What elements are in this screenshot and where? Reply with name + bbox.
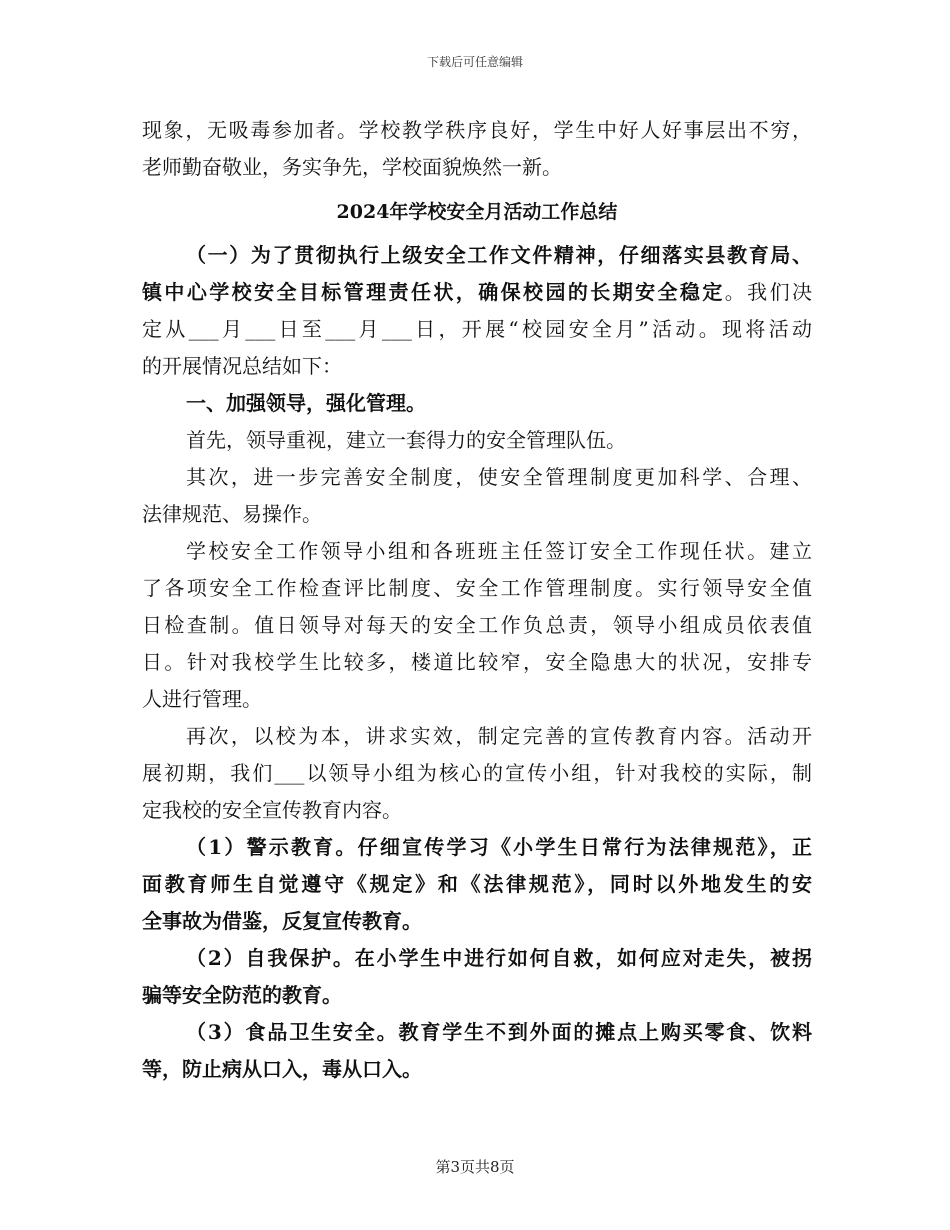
body-line: 人进行管理。 <box>142 687 262 711</box>
body-line-bold: （1）警示教育。仔细宣传学习《小学生日常行为法律规范》，正 <box>186 835 812 859</box>
body-line: 再次，以校为本，讲求实效，制定完善的宣传教育内容。活动开 <box>186 724 812 748</box>
body-line: 老师勤奋敬业，务实争先，学校面貌焕然一新。 <box>142 155 562 179</box>
body-line: 了各项安全工作检查评比制度、安全工作管理制度。实行领导安全值 <box>142 576 812 600</box>
bold-text: 镇中心学校安全目标管理责任状，确保校园的长期安全稳定 <box>142 280 725 304</box>
document-body <box>142 112 812 1088</box>
body-line: 学校安全工作领导小组和各班班主任签订安全工作现任状。建立 <box>186 539 812 563</box>
body-line: 其次，进一步完善安全制度，使安全管理制度更加科学、合理、 <box>186 465 812 489</box>
body-line: 定从___月___日至___月___日，开展“校园安全月”活动。现将活动 <box>142 317 812 341</box>
body-line-bold: （一）为了贯彻执行上级安全工作文件精神，仔细落实县教育局、 <box>186 243 812 267</box>
body-line: 日检查制。值日领导对每天的安全工作负总责，领导小组成员依表值 <box>142 613 812 637</box>
body-line-bold: （3）食品卫生安全。教育学生不到外面的摊点上购买零食、饮料 <box>186 1020 812 1044</box>
body-line-bold: 全事故为借鉴，反复宣传教育。 <box>142 909 422 933</box>
body-line: 首先，领导重视，建立一套得力的安全管理队伍。 <box>186 428 626 452</box>
section-heading: 一、加强领导，强化管理。 <box>186 391 426 415</box>
normal-text: 。我们决 <box>724 280 812 304</box>
body-line: 日。针对我校学生比较多，楼道比较窄，安全隐患大的状况，安排专 <box>142 650 812 674</box>
body-line-bold: 面教育师生自觉遵守《规定》和《法律规范》，同时以外地发生的安 <box>142 872 812 896</box>
body-line: 定我校的安全宣传教育内容。 <box>142 798 402 822</box>
body-line-bold: 骗等安全防范的教育。 <box>142 983 342 1007</box>
body-line-bold: （2）自我保护。在小学生中进行如何自救，如何应对走失，被拐 <box>186 946 812 970</box>
page-footer: 第3页共8页 <box>435 1158 515 1176</box>
page-header: 下载后可任意编辑 <box>426 55 523 69</box>
body-line: 现象，无吸毒参加者。学校教学秩序良好，学生中好人好事层出不穷， <box>142 118 812 142</box>
body-line: 法律规范、易操作。 <box>142 502 322 526</box>
document-title: 2024年学校安全月活动工作总结 <box>336 201 618 223</box>
body-line: 的开展情况总结如下： <box>142 354 342 378</box>
body-line: 展初期，我们___以领导小组为核心的宣传小组，针对我校的实际，制 <box>142 761 812 785</box>
body-line-bold: 等，防止病从口入，毒从口入。 <box>142 1057 422 1081</box>
body-line <box>142 274 812 311</box>
